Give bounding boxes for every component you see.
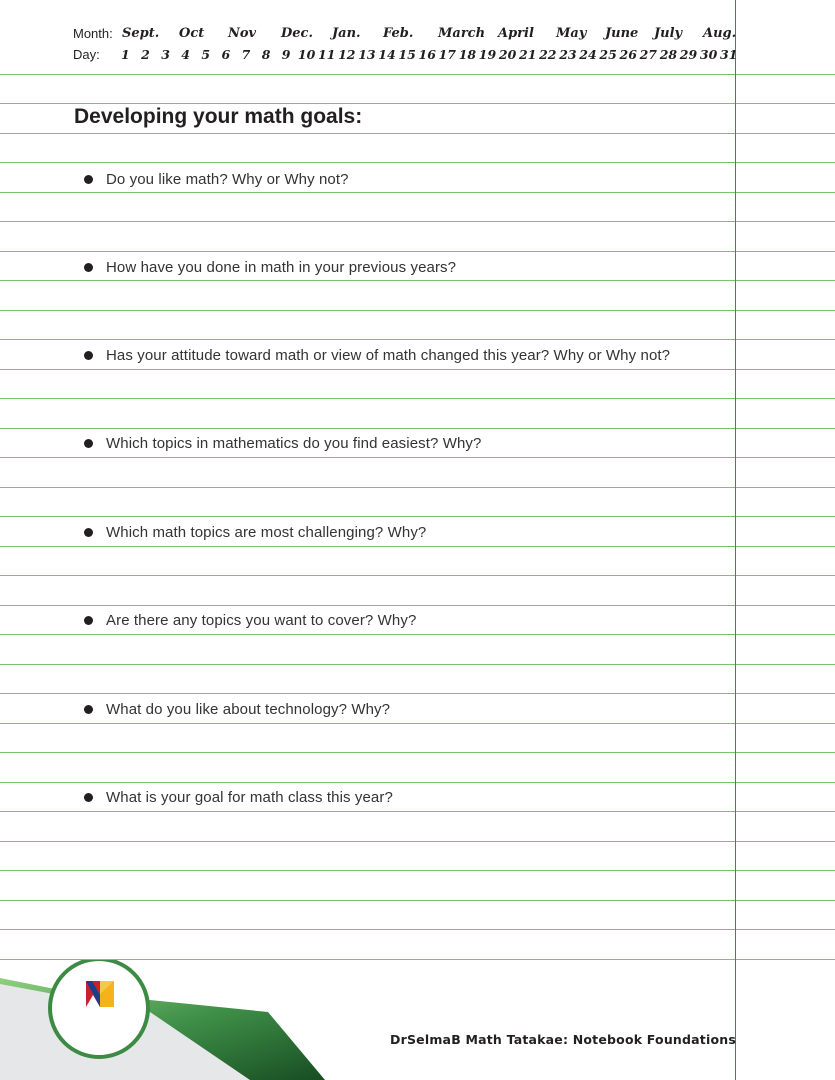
day-number[interactable]: 29	[679, 47, 698, 62]
logo-circle	[50, 960, 148, 1057]
day-number[interactable]: 17	[438, 47, 456, 62]
ruled-line	[0, 369, 835, 370]
day-number[interactable]: 13	[358, 47, 376, 62]
ruled-line	[0, 339, 835, 340]
ruled-line	[0, 634, 835, 635]
month-july[interactable]: July	[654, 26, 683, 41]
day-number[interactable]: 11	[318, 47, 336, 62]
ruled-line	[0, 929, 835, 930]
day-number[interactable]: 3	[161, 47, 170, 62]
month-nov[interactable]: Nov	[228, 26, 257, 41]
ruled-line	[0, 516, 835, 517]
day-number[interactable]: 2	[141, 47, 150, 62]
ruled-line	[0, 841, 835, 842]
day-number[interactable]: 16	[418, 47, 436, 62]
day-number[interactable]: 1	[121, 47, 130, 62]
month-dec[interactable]: Dec.	[281, 26, 313, 41]
question-text: Has your attitude toward math or view of math changed this year? Why or Why not?	[106, 346, 671, 364]
ruled-line	[0, 428, 835, 429]
margin-line	[735, 0, 736, 1080]
day-number[interactable]: 27	[639, 47, 657, 62]
day-number[interactable]: 30	[699, 47, 718, 62]
ruled-line	[0, 192, 835, 193]
ruled-line	[0, 723, 835, 724]
ruled-line	[0, 457, 835, 458]
day-number[interactable]: 8	[261, 47, 271, 62]
ruled-line	[0, 251, 835, 252]
month-oct[interactable]: Oct	[179, 26, 205, 41]
day-number[interactable]: 19	[478, 47, 497, 62]
question-item	[84, 521, 426, 543]
question-text: What do you like about technology? Why?	[106, 700, 391, 718]
page-title: Developing your math goals:	[74, 105, 363, 128]
ruled-line	[0, 811, 835, 812]
question-item	[84, 609, 416, 631]
question-text: Are there any topics you want to cover? Why?	[106, 611, 417, 629]
month-aug[interactable]: Aug.	[703, 26, 737, 41]
bullet-icon	[84, 263, 93, 272]
day-number[interactable]: 12	[338, 47, 356, 62]
question-item	[84, 432, 481, 454]
day-number[interactable]: 20	[498, 47, 517, 62]
bullet-icon	[84, 175, 93, 184]
ruled-line	[0, 133, 835, 134]
day-number[interactable]: 4	[181, 47, 190, 62]
ruled-line	[0, 74, 835, 75]
day-number[interactable]: 18	[458, 47, 477, 62]
ruled-line	[0, 664, 835, 665]
day-number[interactable]: 9	[281, 47, 291, 62]
question-text: How have you done in math in your previous years?	[106, 258, 457, 276]
day-number[interactable]: 31	[720, 47, 738, 62]
day-number[interactable]: 23	[559, 47, 577, 62]
month-june[interactable]: June	[605, 26, 639, 41]
bullet-icon	[84, 616, 93, 625]
ruled-line	[0, 900, 835, 901]
question-text: Do you like math? Why or Why not?	[106, 170, 349, 188]
question-item	[84, 168, 349, 190]
day-number[interactable]: 7	[241, 47, 251, 62]
day-number[interactable]: 5	[201, 47, 211, 62]
day-number[interactable]: 26	[619, 47, 637, 62]
ruled-line	[0, 605, 835, 606]
question-item	[84, 256, 456, 278]
question-item	[84, 344, 670, 366]
bullet-icon	[84, 793, 93, 802]
ruled-line	[0, 221, 835, 222]
month-jan[interactable]: Jan.	[332, 26, 361, 41]
ruled-line	[0, 487, 835, 488]
ruled-line	[0, 693, 835, 694]
day-number[interactable]: 28	[659, 47, 678, 62]
ruled-line	[0, 310, 835, 311]
question-text: Which topics in mathematics do you find easiest? Why?	[106, 434, 482, 452]
question-item	[84, 786, 393, 808]
ruled-line	[0, 280, 835, 281]
day-number[interactable]: 25	[599, 47, 617, 62]
month-label: Month:	[73, 26, 113, 41]
question-text: Which math topics are most challenging? Why?	[106, 523, 427, 541]
question-text: What is your goal for math class this year?	[106, 788, 393, 806]
day-number[interactable]: 22	[539, 47, 557, 62]
ruled-line	[0, 575, 835, 576]
ruled-line	[0, 870, 835, 871]
question-item	[84, 698, 390, 720]
day-label: Day:	[73, 47, 100, 62]
bullet-icon	[84, 439, 93, 448]
ruled-line	[0, 398, 835, 399]
month-april[interactable]: April	[498, 26, 534, 41]
ruled-line	[0, 103, 835, 104]
bullet-icon	[84, 351, 93, 360]
day-number[interactable]: 14	[378, 47, 396, 62]
ruled-line	[0, 782, 835, 783]
day-number[interactable]: 21	[519, 47, 537, 62]
month-may[interactable]: May	[556, 26, 587, 41]
footer-graphic	[0, 960, 835, 1080]
ruled-line	[0, 162, 835, 163]
month-march[interactable]: March	[438, 26, 486, 41]
month-feb[interactable]: Feb.	[383, 26, 414, 41]
ruled-line	[0, 546, 835, 547]
bullet-icon	[84, 705, 93, 714]
bullet-icon	[84, 528, 93, 537]
day-number[interactable]: 24	[579, 47, 597, 62]
day-number[interactable]: 6	[221, 47, 231, 62]
ruled-line	[0, 752, 835, 753]
day-number[interactable]: 15	[398, 47, 416, 62]
footer-credit: DrSelmaB Math Tatakae: Notebook Foundations	[390, 1032, 736, 1047]
month-sept[interactable]: Sept.	[122, 26, 160, 41]
day-number[interactable]: 10	[297, 47, 316, 62]
